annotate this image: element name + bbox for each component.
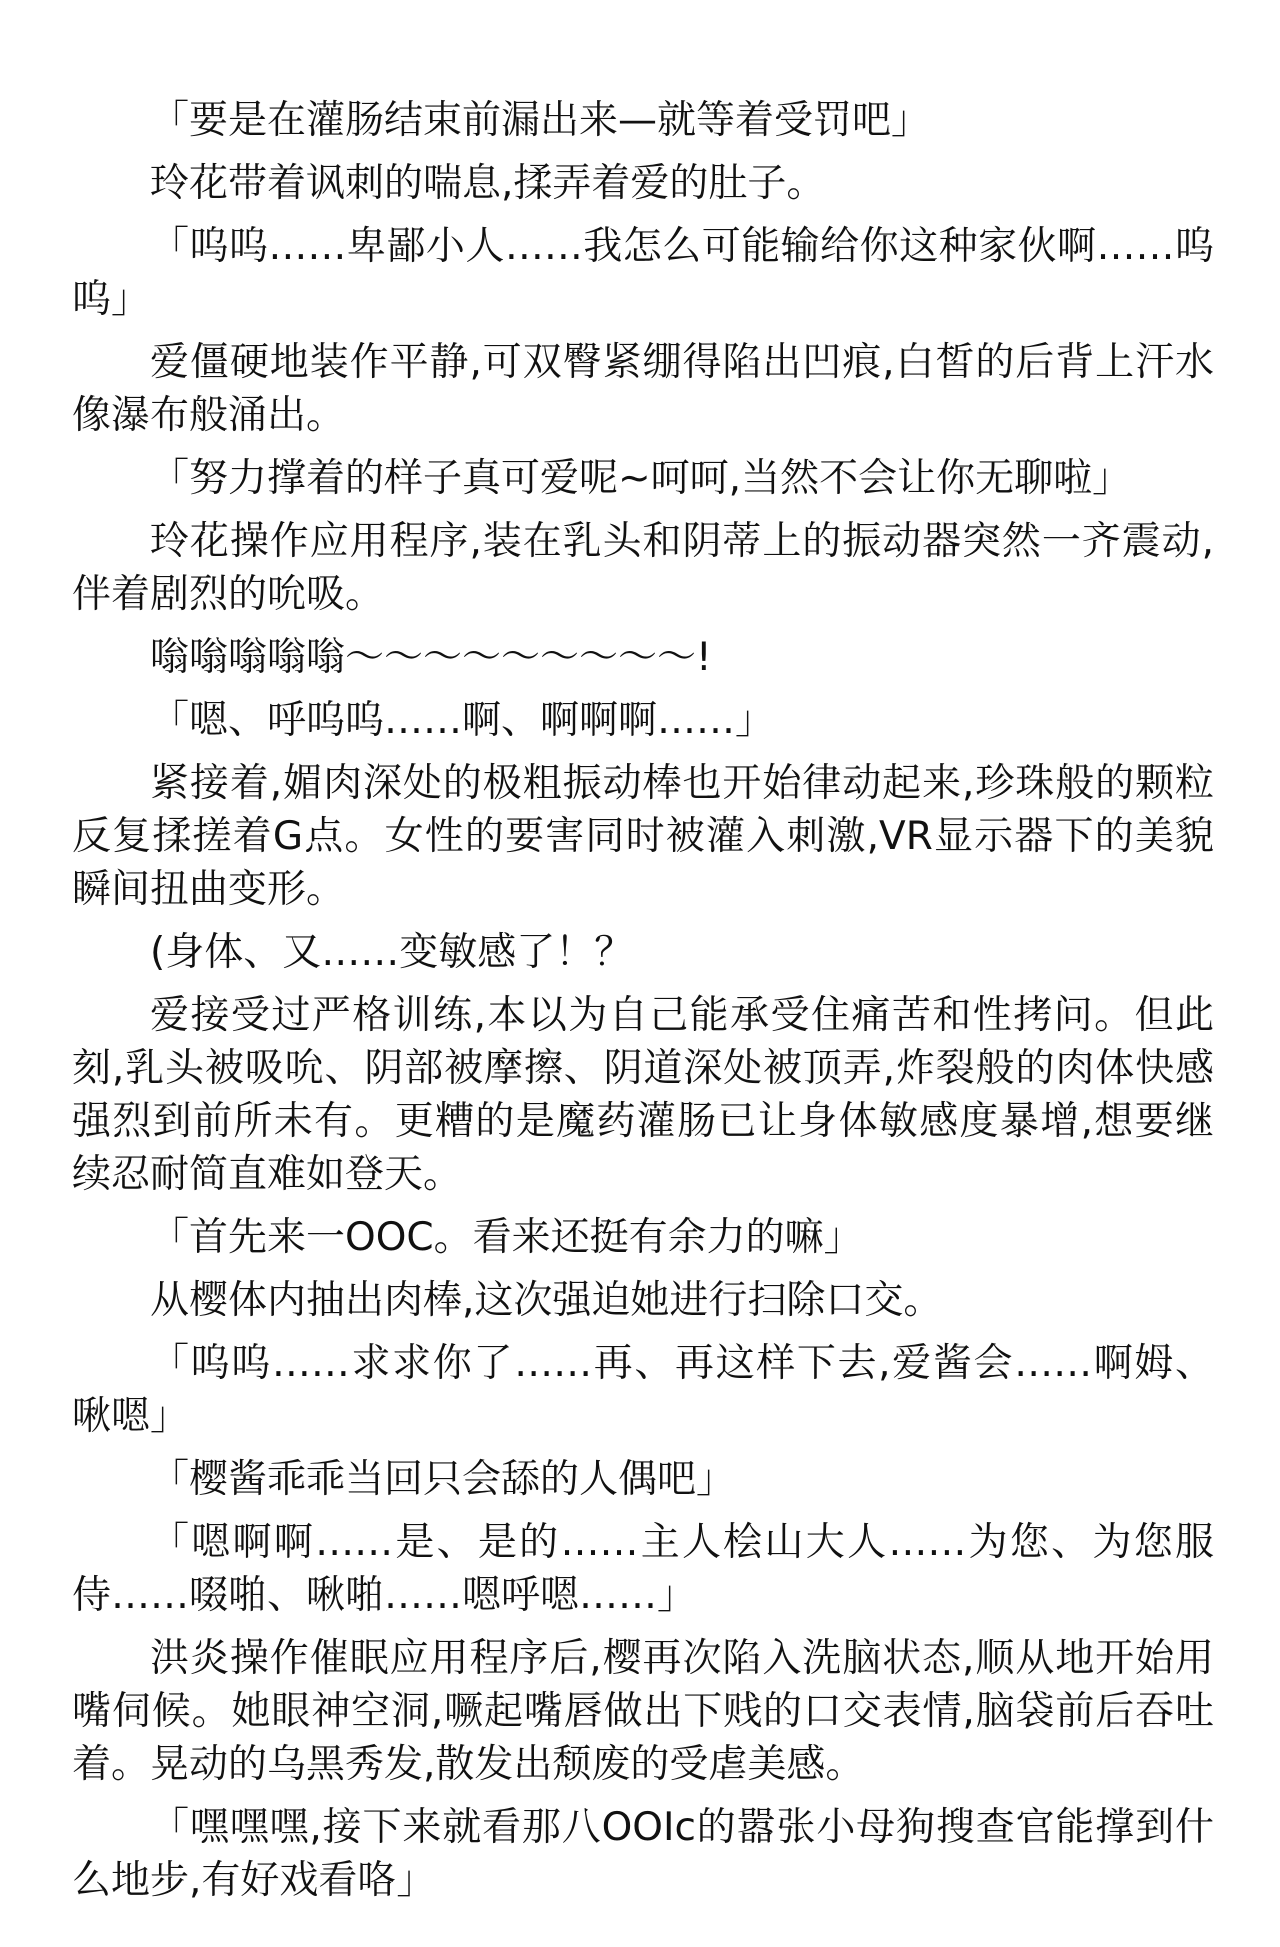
paragraph: 「嗯啊啊……是、是的……主人桧山大人……为您、为您服侍……啜啪、啾啪……嗯呼嗯……」	[72, 1520, 1214, 1618]
paragraph: 「嘿嘿嘿,接下来就看那八OOIc的嚣张小母狗搜查官能撑到什么地步,有好戏看咯」	[72, 1805, 1214, 1903]
paragraph: 「樱酱乖乖当回只会舔的人偶吧」	[150, 1457, 736, 1502]
paragraph: 「嗯、呼呜呜……啊、啊啊啊……」	[150, 698, 775, 743]
paragraph: (身体、又……变敏感了！？	[150, 930, 634, 975]
paragraph: 「呜呜……卑鄙小人……我怎么可能输给你这种家伙啊……呜呜」	[72, 224, 1214, 322]
paragraph: 嗡嗡嗡嗡嗡～～～～～～～～～!	[150, 635, 712, 680]
paragraph: 「首先来一OOC。看来还挺有余力的嘛」	[150, 1215, 863, 1260]
paragraph: 爱接受过严格训练,本以为自己能承受住痛苦和性拷问。但此刻,乳头被吸吮、阴部被摩擦、阴道深处被顶弄,炸裂般的肉体快感强烈到前所未有。更糟的是魔药灌肠已让身体敏感度暴增,想要继续忍耐简直难如登天。	[72, 993, 1214, 1197]
paragraph: 爱僵硬地装作平静,可双臀紧绷得陷出凹痕,白皙的后背上汗水像瀑布般涌出。	[72, 340, 1214, 438]
paragraph: 玲花操作应用程序,装在乳头和阴蒂上的振动器突然一齐震动,伴着剧烈的吮吸。	[72, 519, 1214, 617]
paragraph: 从樱体内抽出肉棒,这次强迫她进行扫除口交。	[150, 1278, 943, 1323]
document-page	[72, 94, 1214, 1917]
paragraph: 「努力撑着的样子真可爱呢~呵呵,当然不会让你无聊啦」	[150, 456, 1132, 501]
paragraph: 紧接着,媚肉深处的极粗振动棒也开始律动起来,珍珠般的颗粒反复揉搓着G点。女性的要害同时被灌入刺激,VR显示器下的美貌瞬间扭曲变形。	[72, 761, 1214, 912]
paragraph: 玲花带着讽刺的喘息,揉弄着爱的肚子。	[150, 161, 826, 206]
paragraph: 「要是在灌肠结束前漏出来—就等着受罚吧」	[150, 98, 931, 143]
paragraph: 「呜呜……求求你了……再、再这样下去,爱酱会……啊姆、啾嗯」	[72, 1341, 1214, 1439]
paragraph: 洪炎操作催眠应用程序后,樱再次陷入洗脑状态,顺从地开始用嘴伺候。她眼神空洞,噘起嘴唇做出下贱的口交表情,脑袋前后吞吐着。晃动的乌黑秀发,散发出颓废的受虐美感。	[72, 1636, 1214, 1787]
